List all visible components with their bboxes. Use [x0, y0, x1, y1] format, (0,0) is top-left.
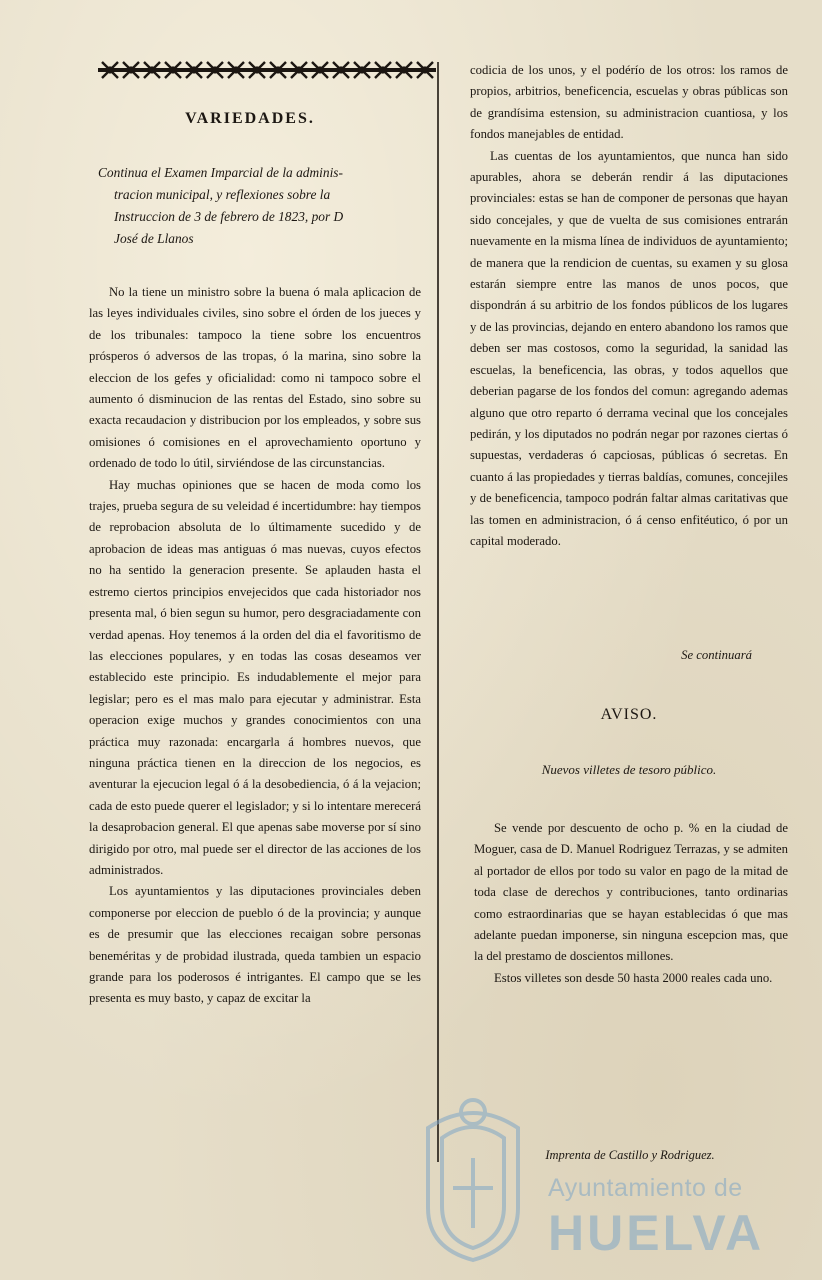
section-title: VARIEDADES.: [185, 110, 315, 127]
ornament-dot: [128, 67, 134, 73]
paragraph: Hay muchas opiniones que se hacen de moda como los trajes, prueba segura de su veleidad é incertidumbre: hay tiempos de reprobacion absoluta de lo últimamente sucedido y de aprobacion de ideas mas antiguas ó mas nuevas, cuyos efectos no ha sentido la generacion presente. Se aplauden hasta el estremo ciertos principios envejecidos que cada historiador nos presenta mal, ó bien segun su humor, pero desgraciadamente con verdad apenas. Hoy tenemos á la orden del dia el favoritismo de las elecciones populares, y en todas las cosas deseamos ver establecido este principio. Es indudablemente el mejor para legislar; pero es el mas malo para ejecutar y administrar. Esta operacion exige muchos y grandes conocimientos con una práctica muy razonada: encargarla á hombres nuevos, que ninguna práctica tienen en la direccion de los negocios, es aventurar la ejecucion legal ó á la desobediencia, ó á la vejacion; cada de esto puede querer el legislador; y si lo intentare merecerá la desaprobacion general. El que apenas sabe moverse por sí sino dirigido por otro, mal puede ser el director de las acciones de los administrados.: [89, 477, 421, 877]
ornament-dot: [254, 67, 260, 73]
ornament-dot: [338, 67, 344, 73]
paragraph: codicia de los unos, y el podérío de los otros: los ramos de propios, arbitrios, beneficencia, escuelas y obras públicas son de grandísima estension, su administracion cuantiosa, y los fondos manejables de entidad.: [470, 63, 788, 142]
paragraph: No la tiene un ministro sobre la buena ó mala aplicacion de las leyes individuales civiles, sino sobre el órden de los jueces y de los tribunales: tampoco la tiene sobre los encuentros prósperos ó adversos de las tropas, ó la marina, sino sobre la eleccion de los gefes y oficialidad: como ni tampoco sobre el aumento ó disminucion de las rentas del Estado, sino sobre su exacta recaudacion y distribucion por los empleados, y sobre sus omisiones ó comisiones en el aprovechamiento oportuno y ordenado de todo lo útil, sirviéndose de las circunstancias.: [89, 285, 421, 471]
huelva-coat-of-arms-icon: [408, 1088, 538, 1268]
huelva-watermark: [408, 1088, 768, 1268]
subtitle-line: Instruccion de 3 de febrero de 1823, por D: [114, 209, 344, 224]
subtitle-line: tracion municipal, y reflexiones sobre la: [114, 187, 331, 202]
aviso-subtitle: Nuevos villetes de tesoro público.: [541, 762, 717, 777]
ornament-dot: [149, 67, 155, 73]
ornament-dot: [380, 67, 386, 73]
left-column-text: [89, 282, 421, 1010]
paragraph: Los ayuntamientos y las diputaciones provinciales deben componerse por eleccion de pueblo ó de la provincia; y aunque es de presumir que las elecciones recaigan sobre personas beneméritas y de probidad ilustrada, queda tambien un espacio grande para los poderosos é intrigantes. El campo que se les presenta es muy basto, y capaz de excitar la: [89, 884, 421, 1006]
right-column-text: [470, 60, 788, 552]
ornament-dot: [191, 67, 197, 73]
ornament-dot: [170, 67, 176, 73]
ornament-dot: [422, 67, 428, 73]
ornament-dot: [212, 67, 218, 73]
paragraph: Se vende por descuento de ocho p. % en la ciudad de Moguer, casa de D. Manuel Rodriguez Terrazas, y se admiten al portador de ellos por todo su valor en pago de la mitad de toda clase de derechos y contribuciones, tanto ordinarias como estraordinarias que se hayan establecidas ó que mas adelante puedan imponerse, sin ninguna escepcion mas, que la del prestamo de doscientos millones.: [474, 821, 788, 964]
subtitle-line: José de Llanos: [114, 231, 194, 246]
continues-note: Se continuará: [681, 648, 752, 662]
printer-imprint: Imprenta de Castillo y Rodriguez.: [545, 1148, 715, 1162]
ornament-dot: [107, 67, 113, 73]
ornament-dot: [401, 67, 407, 73]
subtitle-line: Continua el Examen Imparcial de la adminis-: [98, 165, 343, 180]
article-subtitle: [98, 162, 434, 250]
paragraph: Estos villetes son desde 50 hasta 2000 reales cada uno.: [494, 970, 773, 985]
paragraph: Las cuentas de los ayuntamientos, que nunca han sido apurables, ahora se deberán rendir á las diputaciones provinciales: estas se han de componer de personas que hayan sido concejales, y que de vuelta de sus comisiones entrarán nuevamente en la misma línea de individuos de ayuntamiento; de manera que la rendicion de cuentas, su examen y su glosa estarán siempre entre las manos de unos pocos, que dispondrán á su arbitrio de los fondos públicos de los lugares y de las provincias, dejando en entero abandono los ramos que deben ser mas costosos, como la seguridad, la sanidad las escuelas, la beneficencia, las obras, y todos aquellos que deberian pagarse de los fondos del comun: agregando ademas alguno que otro reparto ó derrama vecinal que los concejales pedirán, y los diputados no podrán negar por razones ciertas ó supuestas, verdaderas ó capciosas, públicas ó secretas. En cuanto á las propiedades y tierras baldías, comunes, concejiles y de beneficencia, tampoco podrán faltar almas caritativas que las tomen en administracion, ó á censo enfitéutico, ó por un capital moderado.: [470, 148, 788, 548]
watermark-line1: Ayuntamiento de: [548, 1174, 743, 1202]
ornament-dot: [359, 67, 365, 73]
ornamental-band-icon: [98, 60, 436, 80]
column-divider: [437, 62, 439, 1162]
ornament-dot: [317, 67, 323, 73]
aviso-text: [474, 818, 788, 989]
aviso-title: AVISO.: [600, 706, 658, 723]
ornament-dot: [275, 67, 281, 73]
ornament-dot: [296, 67, 302, 73]
watermark-line2: HUELVA: [548, 1205, 765, 1261]
ornament-dot: [233, 67, 239, 73]
